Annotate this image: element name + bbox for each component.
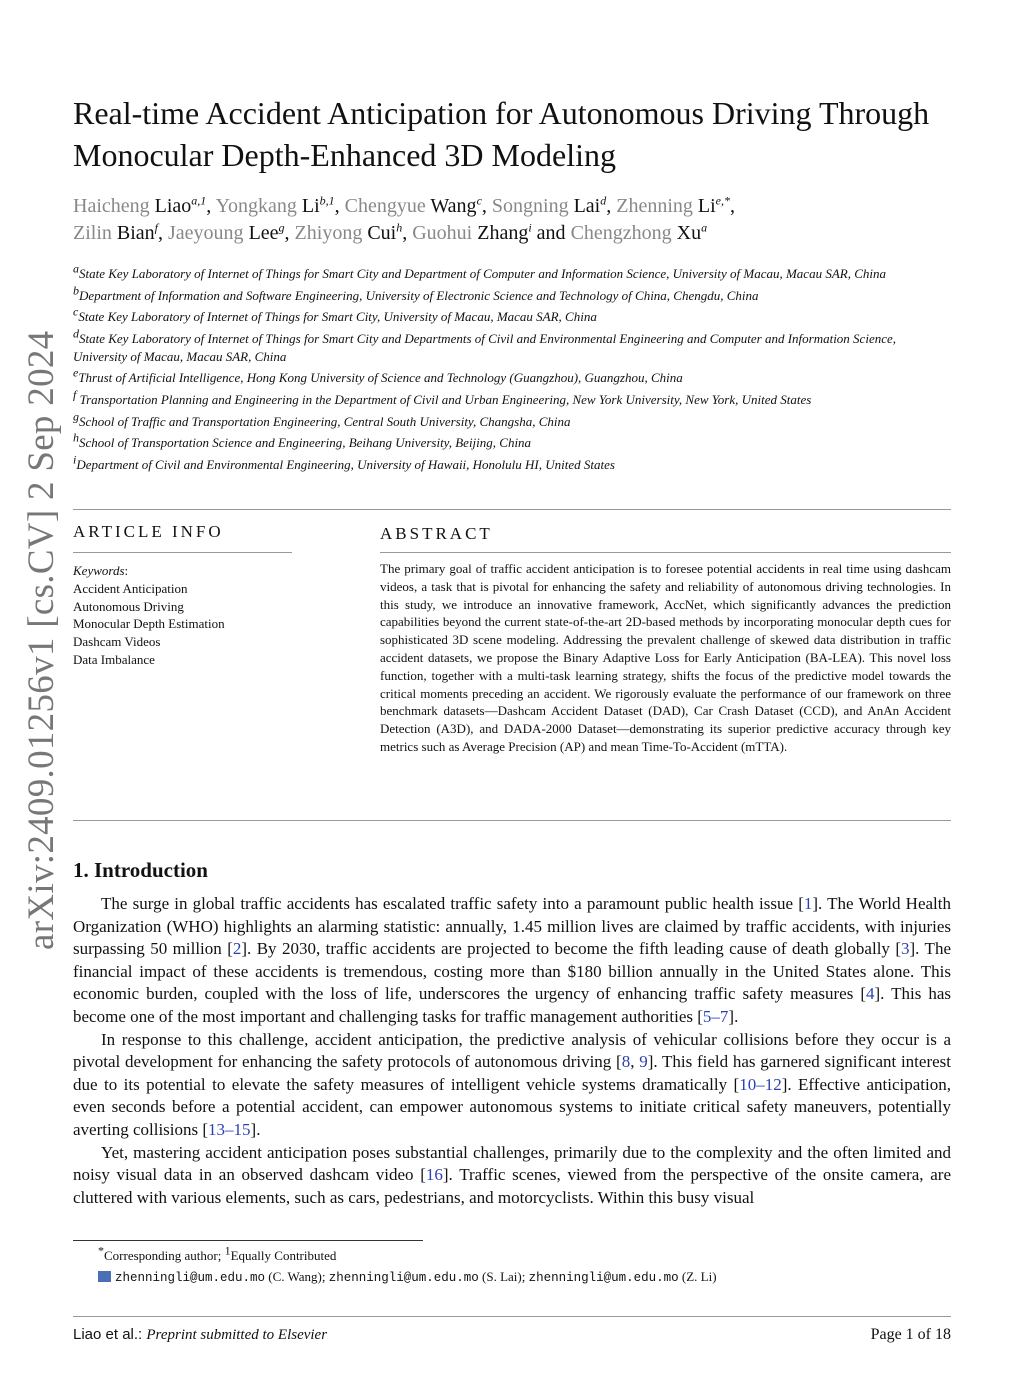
author [492, 195, 606, 217]
author-last-name: Wang [430, 195, 477, 217]
email-icon [98, 1271, 111, 1282]
affiliation-text: State Key Laboratory of Internet of Things for Smart City, University of Macau, Macau SAR, China [78, 309, 597, 325]
author-first-name: Chengzhong [570, 222, 672, 244]
author [412, 222, 531, 244]
paragraph-text: ]. Effective anticipation, even seconds before a potential accident, can empower autonomous systems to initiate critical safety maneuvers, potentially averting collisions [ [73, 1074, 951, 1139]
author-first-name: Guohui [412, 222, 473, 244]
author [616, 195, 730, 217]
affiliation-text: School of Transportation Science and Engineering, Beihang University, Beijing, China [79, 435, 532, 451]
author-affiliation-mark: h [396, 220, 403, 235]
divider [73, 552, 292, 553]
divider [73, 820, 951, 821]
affiliation-mark: h [73, 430, 79, 445]
keyword: Monocular Depth Estimation [73, 616, 225, 632]
email-owner: (C. Wang); [265, 1269, 329, 1284]
paragraph [73, 1142, 951, 1210]
keyword: Autonomous Driving [73, 598, 184, 614]
affiliation [73, 452, 953, 474]
paragraph-text: ]. The World Health Organization (WHO) highlights an alarming statistic: annually, 1.45 million lives are claimed by traffic accidents, with injuries surpassing 50 million [ [73, 894, 951, 959]
affiliation [73, 366, 953, 387]
author-last-name: Zhang [477, 222, 529, 244]
keywords-label: Keywords [73, 563, 125, 578]
author [571, 222, 708, 244]
author-first-name: Zilin [73, 222, 112, 244]
citation[interactable]: 4 [866, 984, 875, 1004]
paragraph-text: ]. This field has garnered significant interest due to its potential to elevate the safety measures of intelligent vehicle systems dramatically [ [73, 1052, 951, 1094]
author [168, 222, 285, 244]
author-last-name: Xu [676, 222, 702, 244]
author-affiliation-mark: c [476, 193, 482, 208]
affiliations [73, 261, 953, 477]
footer-venue: Preprint submitted to Elsevier [146, 1327, 328, 1343]
paragraph-text: ]. Traffic scenes, viewed from the perspective of the onsite camera, are cluttered with various elements, such as cars, pedestrians, and motorcyclists. Within this busy visual [73, 1165, 951, 1207]
footer-authors: Liao et al.: [73, 1326, 147, 1343]
section-heading-introduction: 1. Introduction [73, 858, 208, 882]
citation[interactable]: 1 [803, 894, 813, 913]
affiliation [73, 409, 953, 431]
footer-rule [73, 1316, 951, 1317]
citation[interactable]: 10–12 [739, 1074, 782, 1094]
divider [73, 509, 951, 510]
paper-title: Real-time Accident Anticipation for Autonomous Driving Through Monocular Depth-Enhanced 3D Modeling [73, 95, 930, 173]
affiliation-mark: c [73, 304, 79, 319]
author-list: Haicheng Liao$^{a,1}$, Yongkang Li$^{b,1}$, Chengyue Wang$^c$, Songning Lai$^d$, Zhenning $Li^{e,*}$, Zilin Bian$^f$, Jaeyoung Lee$^g$, Zhiyong Cui$^h$, Guohui Zhang$^i$ and Chengzhong Xu$^a$ [73, 193, 735, 244]
email-link[interactable]: zhenningli@um.edu.mo [528, 1271, 679, 1285]
author-last-name: Bian [116, 222, 155, 244]
footnotes: *Corresponding author; $^1$Equally Contributed zhenningli@um.edu.mo (C. Wang); zhenningli@um.edu.mo (S. Lai); zhenningli@um.edu.mo (Z. Li) [98, 1243, 717, 1285]
affiliation-text: State Key Laboratory of Internet of Things for Smart City and Departments of Civil and Environmental Engineering and Computer and Information Science, University of Macau, Macau SAR, China [73, 330, 897, 364]
citation[interactable]: 2 [232, 939, 242, 959]
affiliation-mark: b [73, 283, 79, 298]
author [73, 195, 206, 217]
author-last-name: Cui [367, 222, 397, 244]
author-affiliation-mark: a,1 [191, 193, 207, 208]
author [73, 222, 158, 244]
affiliation-text: School of Traffic and Transportation Engineering, Central South University, Changsha, China [79, 413, 571, 429]
paragraph-text: ]. [250, 1119, 261, 1139]
affiliation-mark: i [73, 452, 77, 467]
affiliation-mark: f [73, 387, 77, 402]
affiliation [73, 261, 953, 283]
abstract-text: The primary goal of traffic accident anticipation is to foresee potential accidents in real time using dashcam videos, a task that is pivotal for enhancing the safety and reliability of autonomous driving technologies. In this study, we introduce an innovative framework, AccNet, which significantly advances the prediction capabilities beyond the current state-of-the-art 2D-based methods by incorporating monocular depth cues for sophisticated 3D scene modeling. Addressing the prevalent challenge of skewed data distribution in traffic accident datasets, we propose the Binary Adaptive Loss for Early Anticipation (BA-LEA). This novel loss function, together with a multi-task learning strategy, shifts the focus of the predictive model towards the critical moments preceding an accident. We rigorously evaluate the performance of our framework on three benchmark datasets—Dashcam Accident Dataset (DAD), Car Crash Dataset (CCD), and AnAn Accident Detection (A3D), and DADA-2000 Dataset—demonstrating its superior predictive accuracy through key metrics such as Average Precision (AP) and mean Time-To-Accident (mTTA). [380, 561, 951, 754]
paragraph-text: , [630, 1052, 640, 1072]
abstract-heading: ABSTRACT [380, 524, 493, 543]
paragraph-text: The surge in global traffic accidents has escalated traffic safety into a paramount public health issue [ [101, 894, 804, 913]
author-affiliation-mark: f [154, 220, 159, 235]
author [295, 222, 403, 244]
keyword: Data Imbalance [73, 651, 155, 667]
affiliation-text: Department of Civil and Environmental Engineering, University of Hawaii, Honolulu HI, United States [76, 456, 615, 472]
email-link[interactable]: zhenningli@um.edu.mo [115, 1271, 266, 1285]
affiliation-text: State Key Laboratory of Internet of Things for Smart City and Department of Computer and Information Science, University of Macau, Macau SAR, China [79, 266, 886, 281]
affiliation-mark: a [73, 261, 79, 276]
author-first-name: Zhenning [616, 195, 693, 217]
equal-note: Equally Contributed [230, 1248, 337, 1263]
affiliation [73, 283, 953, 305]
author-first-name: Chengyue [344, 195, 426, 217]
paragraph [73, 893, 951, 1029]
author-first-name: Yongkang [215, 195, 297, 217]
paragraph-text: ]. By 2030, traffic accidents are projected to become the fifth leading cause of death globally [ [241, 939, 902, 959]
paragraph [73, 1029, 951, 1142]
author-last-name: Lee [248, 222, 279, 244]
citation[interactable]: 9 [639, 1052, 648, 1072]
page-number: Page 1 of 18 [870, 1326, 951, 1343]
author-last-name: Lai [573, 195, 601, 217]
affiliation-mark: e [73, 366, 79, 381]
and-word: and [536, 222, 566, 244]
email-link[interactable]: zhenningli@um.edu.mo [328, 1271, 479, 1285]
affiliation-text: Thrust of Artificial Intelligence, Hong Kong University of Science and Technology (Guangzhou), Guangzhou, China [78, 370, 683, 386]
author-affiliation-mark: e,* [715, 193, 730, 208]
author-first-name: Songning [491, 195, 569, 217]
paragraph-text: Yet, mastering accident anticipation poses substantial challenges, primarily due to the complexity and the often limited and noisy visual data in an observed dashcam video [ [73, 1142, 951, 1185]
paragraph-text: In response to this challenge, accident anticipation, the predictive analysis of vehicular collisions before they occur is a pivotal development for enhancing the safety protocols of autonomous driving [ [73, 1029, 951, 1072]
keyword: Accident Anticipation [73, 580, 188, 596]
author-last-name: Liao [154, 195, 192, 217]
author-affiliation-mark: b,1 [319, 193, 335, 208]
introduction-body [73, 893, 951, 1209]
arxiv-stamp: arXiv:2409.01256v1 [cs.CV] 2 Sep 2024 [21, 330, 62, 950]
author-first-name: Zhiyong [294, 222, 363, 244]
author-first-name: Jaeyoung [168, 222, 244, 244]
author-affiliation-mark: a [701, 220, 708, 235]
email-owner: (S. Lai); [478, 1269, 529, 1284]
author-affiliation-mark: i [528, 220, 532, 235]
running-footer [73, 1326, 327, 1344]
affiliation [73, 304, 953, 326]
citation[interactable]: 16 [425, 1165, 443, 1185]
citation[interactable]: 13–15 [208, 1119, 251, 1139]
citation[interactable]: 5–7 [702, 1006, 729, 1026]
citation[interactable]: 3 [901, 939, 910, 959]
keywords: Keywords: Accident Anticipation Autonomous Driving Monocular Depth Estimation Dashcam Videos Data Imbalance [73, 563, 225, 667]
footnote-rule [73, 1240, 423, 1241]
paragraph-text: ]. [728, 1006, 739, 1026]
author [216, 195, 335, 217]
author [345, 195, 482, 217]
affiliation-mark: g [73, 409, 79, 424]
author-affiliation-mark: g [278, 220, 285, 235]
article-info-heading: ARTICLE INFO [73, 522, 224, 541]
author-first-name: Haicheng [73, 195, 150, 217]
affiliation [73, 430, 953, 452]
divider [380, 552, 951, 553]
author-affiliation-mark: d [600, 193, 607, 208]
corresponding-note: Corresponding author; [104, 1248, 225, 1263]
paragraph-text: ]. This has become one of the most important and challenging tasks for traffic management authorities [ [73, 984, 951, 1026]
paragraph-text: ]. The financial impact of these accidents is tremendous, costing more than $180 billion annually in the United States alone. This economic burden, coupled with the loss of life, underscores the urgency of enhancing traffic safety measures [ [73, 939, 951, 1004]
affiliation-text: Transportation Planning and Engineering in the Department of Civil and Urban Engineering, New York University, New York, United States [76, 391, 812, 407]
affiliation [73, 387, 953, 409]
author-last-name: Li [697, 195, 716, 217]
affiliation [73, 326, 953, 366]
author-last-name: Li [301, 195, 320, 217]
keyword: Dashcam Videos [73, 634, 161, 650]
affiliation-mark: d [73, 326, 79, 341]
citation[interactable]: 8 [621, 1052, 631, 1072]
email-owner: (Z. Li) [678, 1269, 717, 1284]
affiliation-text: Department of Information and Software Engineering, University of Electronic Science and Technology of China, Chengdu, China [79, 287, 759, 303]
